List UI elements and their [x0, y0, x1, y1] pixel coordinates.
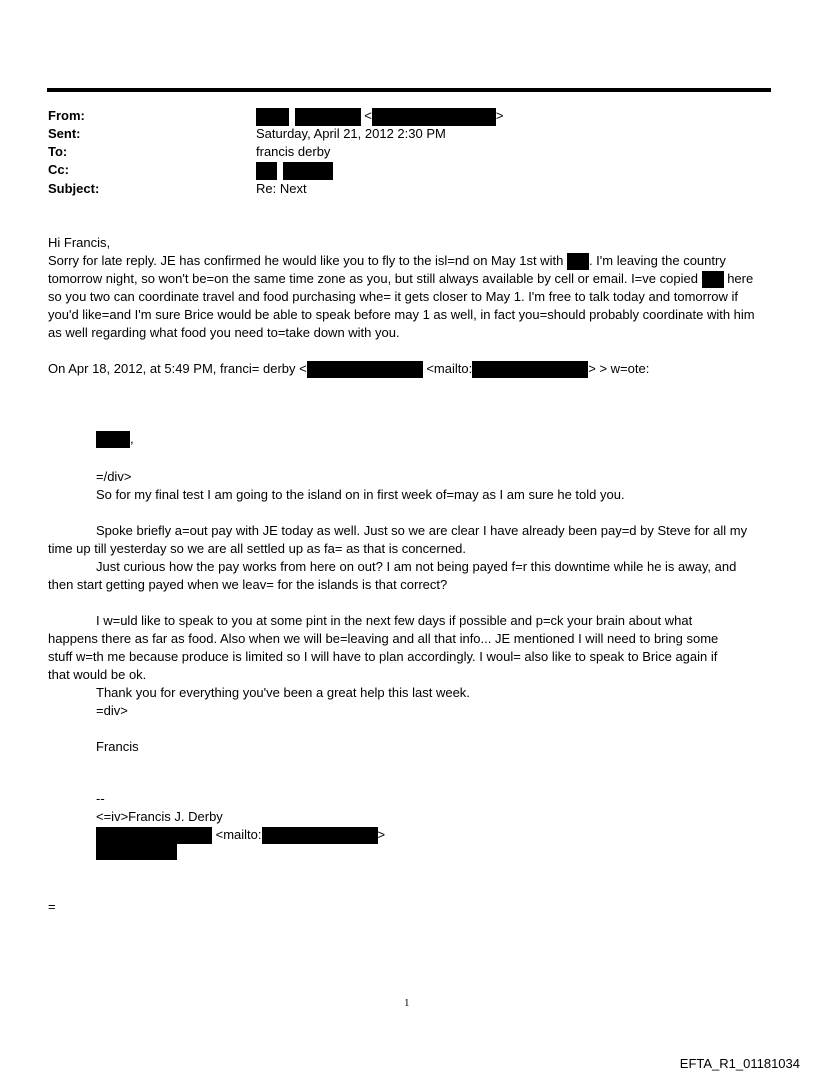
to-label: To: [48, 144, 68, 159]
quoted-line: happens there as far as food. Also when we will be=leaving and all that info... JE mentioned I will need to bring some [48, 631, 719, 646]
redaction-block [96, 843, 177, 860]
document-id: EFTA_R1_01181034 [679, 1056, 800, 1071]
reply-paragraph [48, 252, 770, 342]
quoted-line: time up till yesterday so we are all settled up as fa= as that is concerned. [48, 541, 467, 556]
quote-attribution [48, 360, 770, 378]
to-value: francis derby [256, 144, 331, 159]
cc-value [256, 161, 333, 180]
redaction-block [256, 108, 289, 126]
redaction-block [96, 431, 130, 448]
redaction-block [372, 108, 496, 126]
quoted-line: stuff w=th me because produce is limited so I will have to plan accordingly. I woul= also like to speak to Brice again if [48, 649, 718, 664]
trailing-char: = [48, 899, 56, 914]
from-bracket-close: > [495, 108, 504, 123]
from-value [256, 107, 503, 126]
quote-attribution-text: On Apr 18, 2012, at 5:49 PM, franci= derby < [48, 361, 307, 376]
quoted-signoff: Francis [96, 739, 139, 754]
redaction-block [295, 108, 361, 126]
signature-contact [96, 826, 385, 844]
quote-attribution-text: > > w=ote: [588, 361, 650, 376]
quoted-salutation [96, 430, 134, 448]
from-label: From: [48, 108, 85, 123]
reply-text: here so you two can coordinate travel and food purchasing whe= it gets closer to May 1. I'm free to talk today and tomorrow if you'd like=and I'm sure Brice would be able to speak before may 1 as well, in fact you=should probably coordinate with him as well regarding what food you need to=take down with you. [48, 271, 755, 341]
from-bracket-open: < [364, 108, 372, 123]
cc-label: Cc: [48, 162, 69, 177]
signature-separator: -- [96, 791, 105, 806]
redaction-block [307, 361, 423, 378]
redaction-block [472, 361, 588, 378]
redaction-block [256, 162, 277, 180]
subject-label: Subject: [48, 181, 100, 196]
quoted-line: Just curious how the pay works from here on out? I am not being payed f=r this downtime while he is away, and [96, 559, 737, 574]
page-number: 1 [404, 997, 410, 1009]
quoted-div-open: =div> [96, 703, 128, 718]
quoted-line: then start getting payed when we leav= for the islands is that correct? [48, 577, 448, 592]
quoted-line: So for my final test I am going to the island on in first week of=may as I am sure he told you. [96, 487, 625, 502]
quoted-line: Thank you for everything you've been a great help this last week. [96, 685, 470, 700]
quoted-div-close: =/div> [96, 469, 132, 484]
redaction-block [567, 253, 589, 270]
reply-text: Sorry for late reply. JE has confirmed he would like you to fly to the isl=nd on May 1st with [48, 253, 564, 268]
greeting: Hi Francis, [48, 235, 111, 250]
quoted-line: that would be ok. [48, 667, 147, 682]
header-rule [47, 88, 771, 92]
redaction-block [702, 271, 724, 288]
signature-text: > [377, 827, 386, 842]
quote-attribution-text: <mailto: [426, 361, 473, 376]
quoted-line: Spoke briefly a=out pay with JE today as well. Just so we are clear I have already been pay=d by Steve for all my [96, 523, 748, 538]
sent-label: Sent: [48, 126, 81, 141]
redaction-block [96, 827, 212, 844]
reply-text: . I'm leaving the country tomorrow night, so won't be=on the same time zone as you, but still always available by cell or email. I=ve copied [48, 253, 726, 287]
signature-text: <mailto: [215, 827, 262, 842]
redaction-block [283, 162, 333, 180]
quoted-text: , [130, 431, 134, 446]
sent-value: Saturday, April 21, 2012 2:30 PM [256, 126, 446, 141]
quoted-line: I w=uld like to speak to you at some pint in the next few days if possible and p=ck your brain about what [96, 613, 693, 628]
signature-name: <=iv>Francis J. Derby [96, 809, 223, 824]
redaction-block [262, 827, 378, 844]
subject-value: Re: Next [256, 181, 307, 196]
